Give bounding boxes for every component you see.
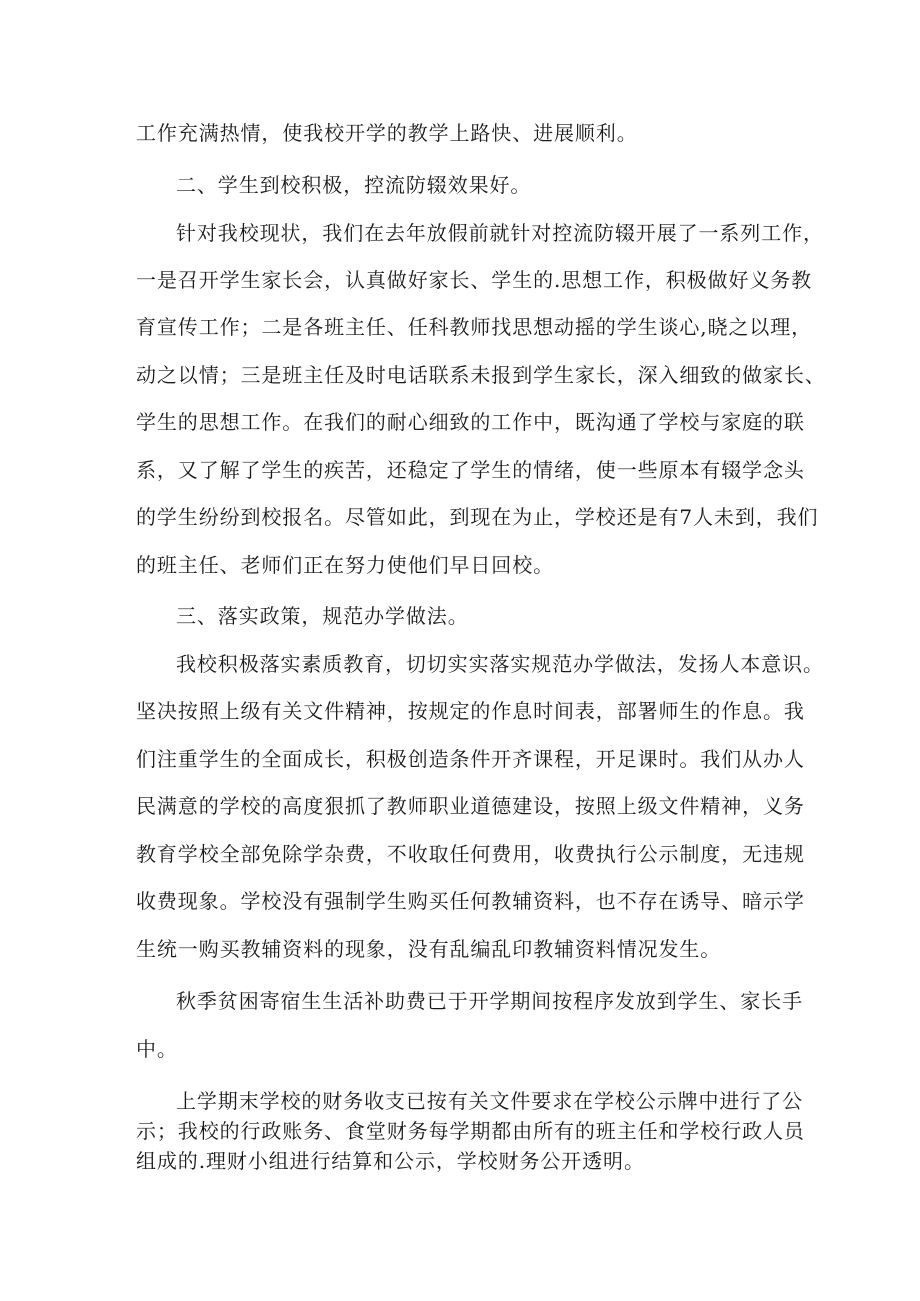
text-line: 民满意的学校的高度狠抓了教师职业道德建设，按照上级文件精神，义务 bbox=[136, 794, 805, 818]
text-line: 育宣传工作；二是各班主任、任科教师找思想动摇的学生谈心,晓之以理， bbox=[136, 315, 813, 339]
text-line: 们注重学生的全面成长，积极创造条件开齐课程，开足课时。我们从办人 bbox=[136, 747, 805, 771]
text-line: 秋季贫困寄宿生生活补助费已于开学期间按程序发放到学生、家长手 bbox=[176, 989, 803, 1013]
text-line: 组成的.理财小组进行结算和公示，学校财务公开透明。 bbox=[136, 1149, 645, 1173]
text-line: 系，又了解了学生的疾苦，还稳定了学生的情绪，使一些原本有辍学念头 bbox=[136, 458, 805, 482]
text-line: 坚决按照上级有关文件精神，按规定的作息时间表，部署师生的作息。我 bbox=[136, 699, 805, 723]
text-line: 针对我校现状，我们在去年放假前就针对控流防辍开展了一系列工作， bbox=[176, 221, 824, 245]
section-heading: 三、落实政策，规范办学做法。 bbox=[176, 604, 469, 628]
text-line: 我校积极落实素质教育，切切实实落实规范办学做法，发扬人本意识。 bbox=[176, 652, 824, 676]
text-line: 中。 bbox=[136, 1037, 178, 1061]
text-line: 上学期末学校的财务收支已按有关文件要求在学校公示牌中进行了公 bbox=[176, 1089, 803, 1113]
text-line: 收费现象。学校没有强制学生购买任何教辅资料，也不存在诱导、暗示学 bbox=[136, 889, 805, 913]
text-line: 的学生纷纷到校报名。尽管如此，到现在为止，学校还是有7人未到，我们 bbox=[136, 505, 819, 529]
text-line: 工作充满热情，使我校开学的教学上路快、进展顺利。 bbox=[136, 121, 638, 145]
text-line: 教育学校全部免除学杂费，不收取任何费用，收费执行公示制度，无违规 bbox=[136, 842, 805, 866]
text-line: 生统一购买教辅资料的现象，没有乱编乱印教辅资料情况发生。 bbox=[136, 937, 722, 961]
text-line: 学生的思想工作。在我们的耐心细致的工作中，既沟通了学校与家庭的联 bbox=[136, 410, 805, 434]
text-line: 一是召开学生家长会，认真做好家长、学生的.思想工作，积极做好义务教 bbox=[136, 268, 813, 292]
text-line: 的班主任、老师们正在努力使他们早日回校。 bbox=[136, 553, 554, 577]
text-line: 示；我校的行政账务、食堂财务每学期都由所有的班主任和学校行政人员 bbox=[136, 1119, 805, 1143]
section-heading: 二、学生到校积极，控流防辍效果好。 bbox=[176, 173, 532, 197]
text-line: 动之以情；三是班主任及时电话联系未报到学生家长，深入细致的做家长、 bbox=[136, 363, 826, 387]
